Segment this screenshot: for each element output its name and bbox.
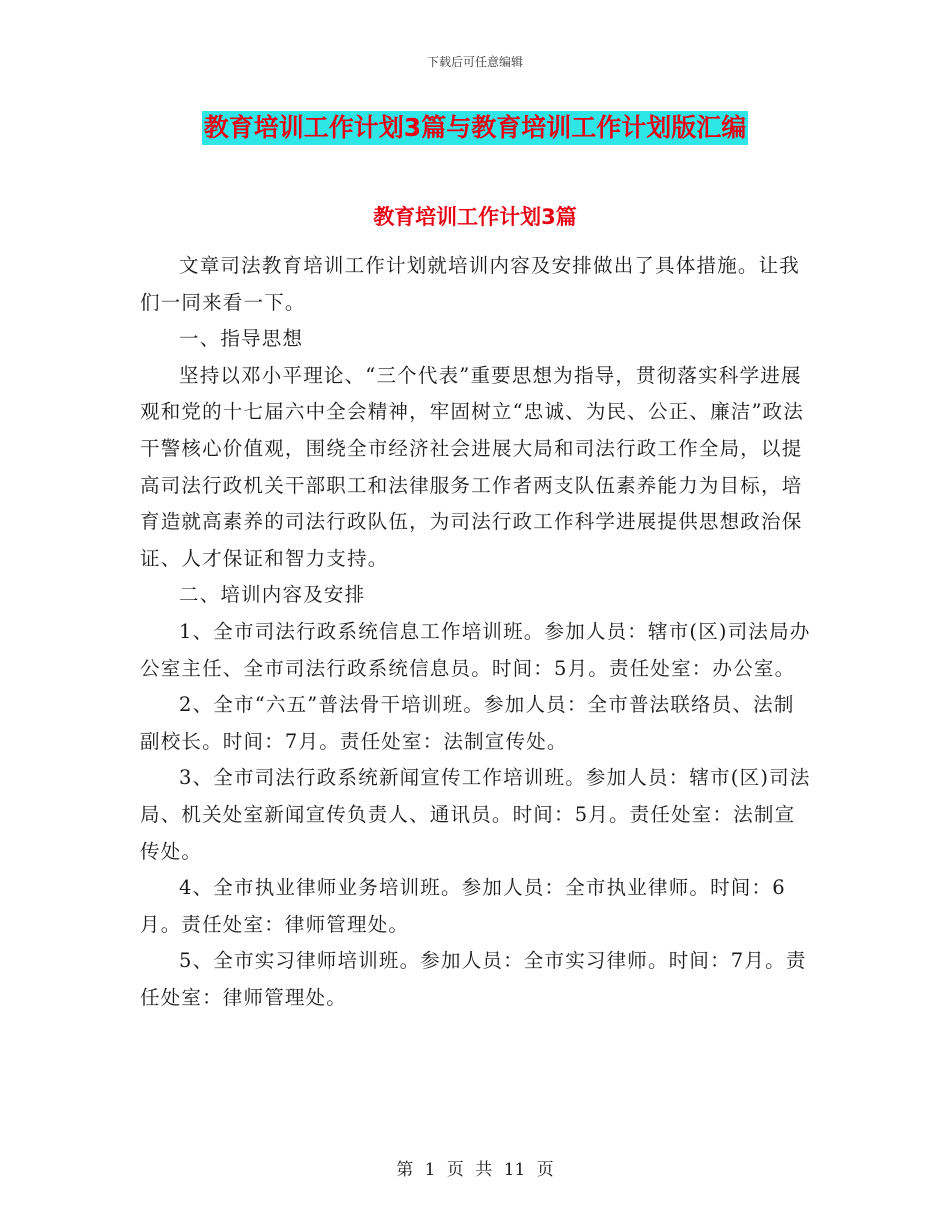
training-item-2: 2、全市“六五”普法骨干培训班。参加人员：全市普法联络员、法制副校长。时间：7月。责任处室：法制宣传处。 <box>140 693 795 753</box>
section-title: 教育培训工作计划3篇 <box>373 205 577 229</box>
training-item-4: 4、全市执业律师业务培训班。参加人员：全市执业律师。时间：6月。责任处室：律师管理处。 <box>140 876 786 936</box>
heading-guiding-thought: 一、指导思想 <box>179 327 304 351</box>
intro-paragraph: 文章司法教育培训工作计划就培训内容及安排做出了具体措施。让我们一同来看一下。 <box>140 254 801 314</box>
training-item-1: 1、全市司法行政系统信息工作培训班。参加人员：辖市(区)司法局办公室主任、全市司法行政系统信息员。时间：5月。责任处室：办公室。 <box>140 619 811 680</box>
training-item-5: 5、全市实习律师培训班。参加人员：全市实习律师。时间：7月。责任处室：律师管理处。 <box>140 949 807 1009</box>
document-title-container <box>0 111 950 145</box>
header-note: 下载后可任意编辑 <box>426 55 523 69</box>
page-footer: 第 1 页 共 11 页 <box>396 1160 554 1180</box>
document-title: 教育培训工作计划3篇与教育培训工作计划版汇编 <box>202 111 748 145</box>
guiding-thought-paragraph: 坚持以邓小平理论、“三个代表”重要思想为指导，贯彻落实科学进展观和党的十七届六中全会精神，牢固树立“忠诚、为民、公正、廉洁”政法干警核心价值观，围绕全市经济社会进展大局和司法行政工作全局，以提高司法行政机关干部职工和法律服务工作者两支队伍素养能力为目标，培育造就高素养的司法行政队伍，为司法行政工作科学进展提供思想政治保证、人才保证和智力支持。 <box>140 363 805 570</box>
document-body <box>140 248 812 1016</box>
heading-training-content: 二、培训内容及安排 <box>179 583 366 607</box>
training-item-3: 3、全市司法行政系统新闻宣传工作培训班。参加人员：辖市(区)司法局、机关处室新闻宣传负责人、通讯员。时间：5月。责任处室：法制宣传处。 <box>140 766 811 863</box>
